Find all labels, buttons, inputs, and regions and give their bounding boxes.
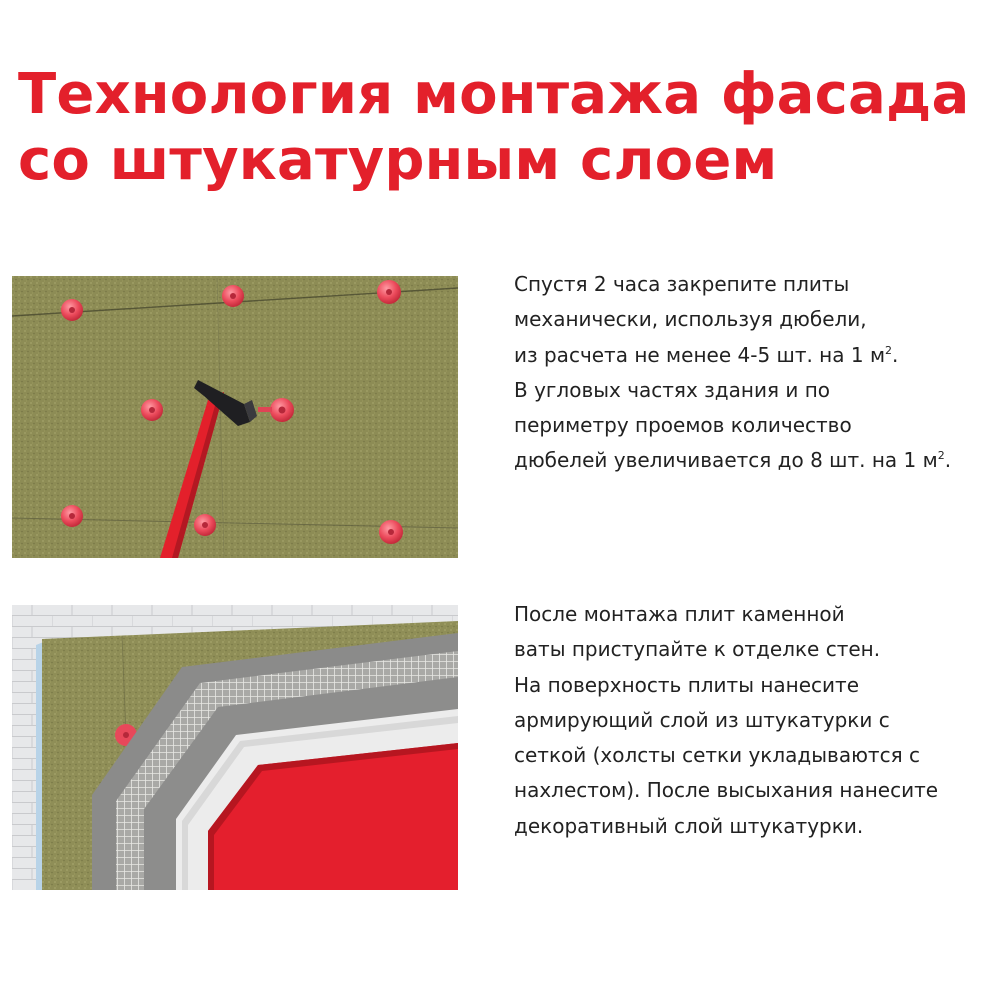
step-1-line: В угловых частях здания и по <box>514 377 831 402</box>
step-2-line: После монтажа плит каменной <box>514 602 845 626</box>
page-title <box>18 62 993 194</box>
step-2-line: декоративный слой штукатурки. <box>514 813 864 838</box>
dowel-icon <box>61 299 83 321</box>
dowel-icon <box>141 399 163 421</box>
page-title-line-1: Технология монтажа фасада <box>18 62 970 127</box>
step-2-line: армирующий слой из штукатурки с <box>514 707 890 732</box>
step-2-line: сеткой (холсты сетки укладываются с <box>514 743 920 768</box>
step-1-line: периметру проемов количество <box>514 413 852 438</box>
step-2-line: ваты приступайте к отделке стен. <box>514 637 881 662</box>
step-1-line: Спустя 2 часа закрепите плиты <box>514 272 850 296</box>
step-1-line: дюбелей увеличивается до 8 шт. на 1 $м^2$. <box>514 448 952 473</box>
step-1-text <box>514 267 1000 479</box>
step-2-line: нахлестом). После высыхания нанесите <box>514 778 939 803</box>
page-title-line-2: со штукатурным слоем <box>18 128 778 193</box>
step-2-text <box>514 597 1000 844</box>
superscript: 2 <box>937 449 945 463</box>
dowel-icon <box>194 514 216 536</box>
plaster-layers-illustration <box>12 605 458 890</box>
step-2-line: На поверхность плиты нанесите <box>514 672 860 697</box>
dowel-icon <box>379 520 403 544</box>
dowel-fixing-illustration <box>12 276 458 558</box>
dowel-icon <box>61 505 83 527</box>
superscript: 2 <box>885 343 893 357</box>
dowel-icon <box>222 285 244 307</box>
dowel-icon <box>377 280 401 304</box>
step-1-line: механически, используя дюбели, <box>514 307 867 332</box>
step-1-line: из расчета не менее 4-5 шт. на 1 $м^2$. <box>514 342 899 367</box>
